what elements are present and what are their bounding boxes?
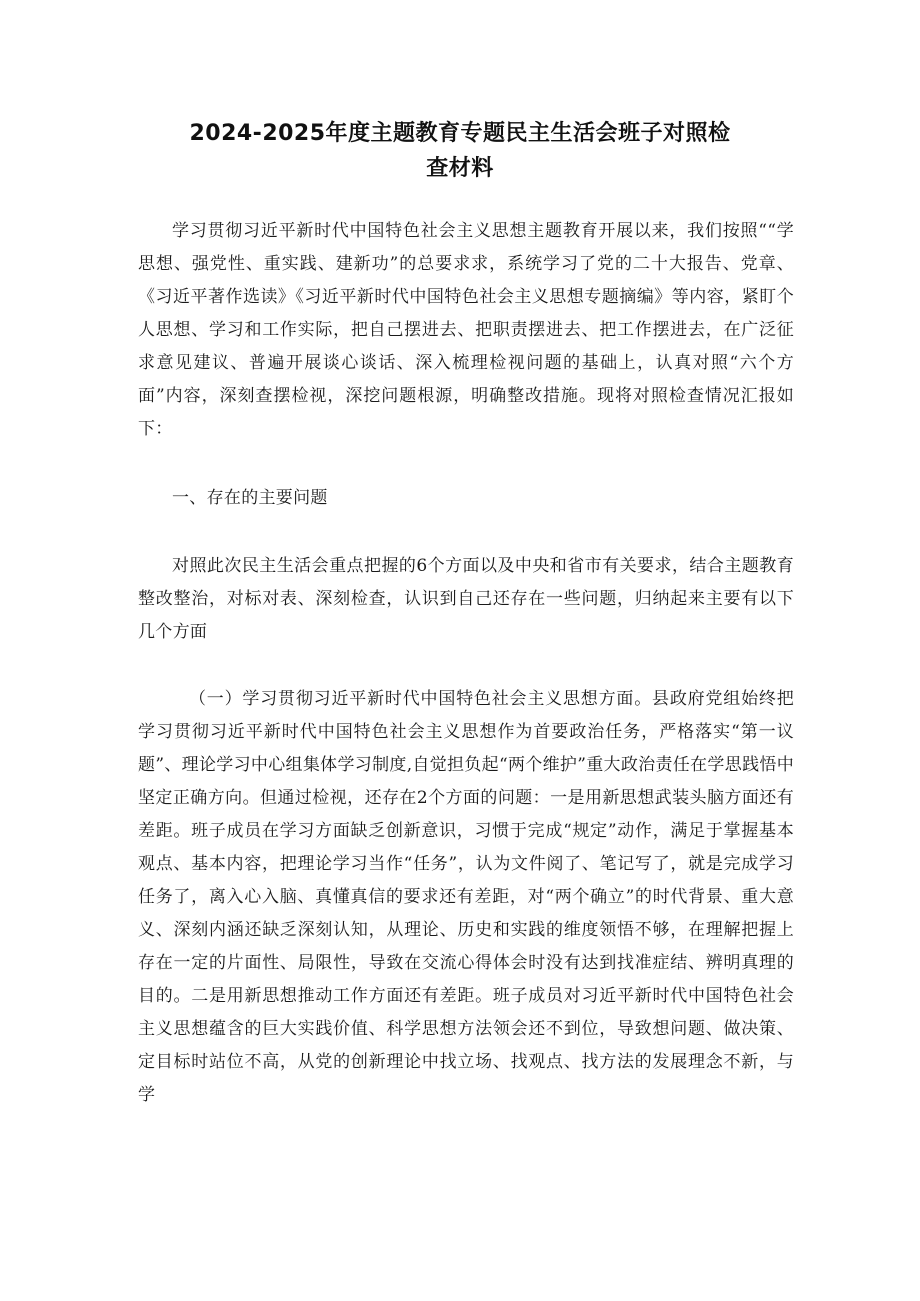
intro-paragraph: 学习贯彻习近平新时代中国特色社会主义思想主题教育开展以来，我们按照““学思想、强党性、重实践、建新功”的总要求求，系统学习了党的二十大报告、党章、《习近平著作选读》《习近平新时代中国特色社会主义思想专题摘编》等内容，紧盯个人思想、学习和工作实际，把自己摆进去、把职责摆进去、把工作摆进去，在广泛征求意见建议、普遍开展谈心谈话、深入梳理检视问题的基础上，认真对照“六个方面”内容，深刻查摆检视，深挖问题根源，明确整改措施。现将对照检查情况汇报如下： [138,221,794,439]
document-title-line2: 查材料 [426,156,494,181]
section1-intro-paragraph: 对照此次民主生活会重点把握的6个方面以及中央和省市有关要求，结合主题教育整改整治，对标对表、深刻检查，认识到自己还存在一些问题，归纳起来主要有以下几个方面 [138,556,794,642]
section1-heading: 一、存在的主要问题 [172,488,328,508]
document-title-line1: 2024-2025年度主题教育专题民主生活会班子对照检 [189,121,731,146]
subsection1-paragraph: （一）学习贯彻习近平新时代中国特色社会主义思想方面。县政府党组始终把学习贯彻习近平新时代中国特色社会主义思想作为首要政治任务，严格落实“第一议题”、理论学习中心组集体学习制度,自觉担负起“两个维护”重大政治责任在学思践悟中坚定正确方向。但通过检视，还存在2个方面的问题：一是用新思想武装头脑方面还有差距。班子成员在学习方面缺乏创新意识，习惯于完成“规定”动作，满足于掌握基本观点、基本内容，把理论学习当作“任务”，认为文件阅了、笔记写了，就是完成学习任务了，离入心入脑、真懂真信的要求还有差距，对“两个确立”的时代背景、重大意义、深刻内涵还缺乏深刻认知，从理论、历史和实践的维度领悟不够，在理解把握上存在一定的片面性、局限性，导致在交流心得体会时没有达到找准症结、辨明真理的目的。二是用新思想推动工作方面还有差距。班子成员对习近平新时代中国特色社会主义思想蕴含的巨大实践价值、科学思想方法领会还不到位，导致想问题、做决策、定目标时站位不高，从党的创新理论中找立场、找观点、找方法的发展理念不新，与学 [138,689,794,1105]
